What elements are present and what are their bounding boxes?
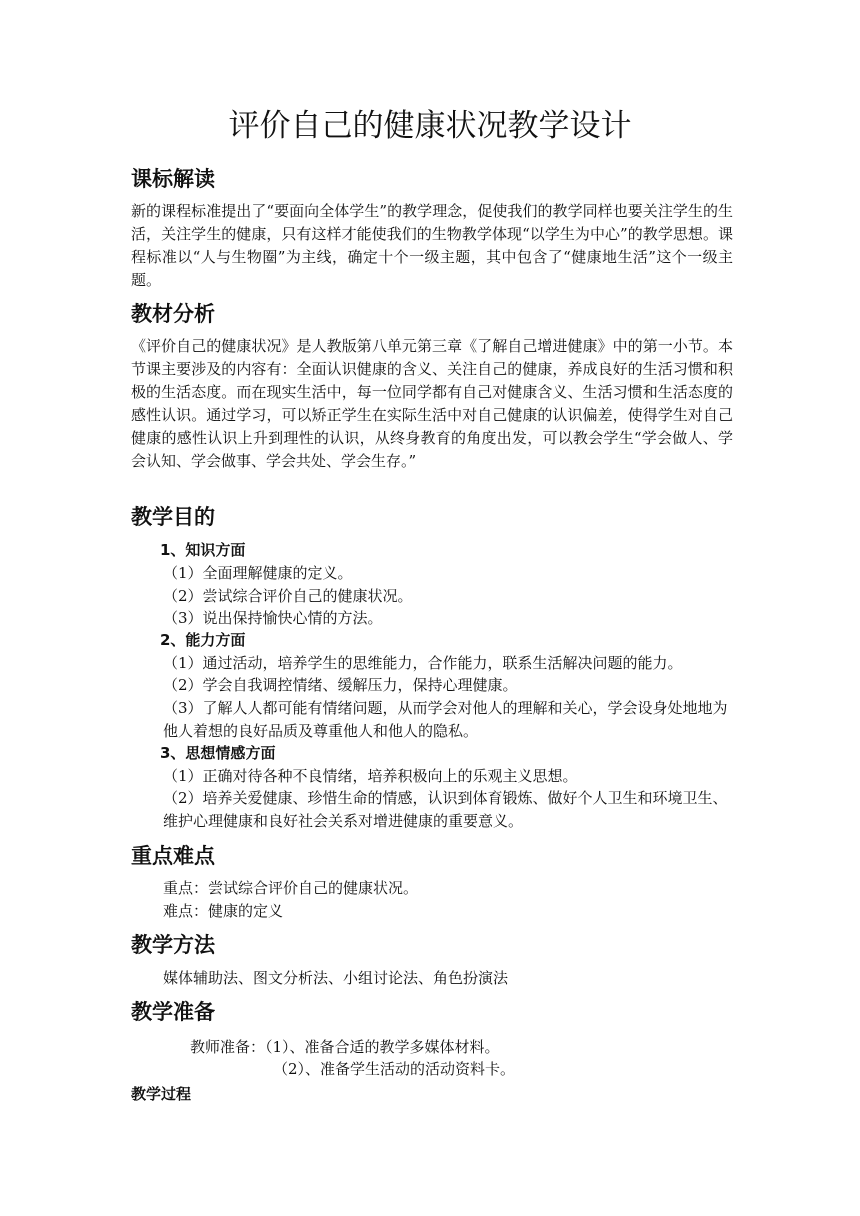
goal-knowledge-1: （1）全面理解健康的定义。	[163, 564, 353, 582]
goal-ability-3: （3）了解人人都可能有情绪问题，从而学会对他人的理解和关心，学会设身处地地为他人着想的良好品质及尊重他人和他人的隐私。	[163, 699, 728, 740]
paragraph-textbook: 《评价自己的健康状况》是人教版第八单元第三章《了解自己增进健康》中的第一小节。本节课主要涉及的内容有：全面认识健康的含义、关注自己的健康，养成良好的生活习惯和积极的生活态度。而在现实生活中，每一位同学都有自己对健康含义、生活习惯和生活态度的感性认识。通过学习，可以矫正学生在实际生活中对自己健康的认识偏差，使得学生对自己健康的感性认识上升到理性的认识，从终身教育的角度出发，可以教会学生“学会做人、学会认知、学会做事、学会共处、学会生存。”	[131, 337, 733, 470]
difficult-point: 难点：健康的定义	[163, 902, 284, 920]
preparation-line-2: （2）、准备学生活动的活动资料卡。	[273, 1060, 516, 1078]
methods-text: 媒体辅助法、图文分析法、小组讨论法、角色扮演法	[163, 969, 509, 987]
goal-emotion-1: （1）正确对待各种不良情绪，培养积极向上的乐观主义思想。	[163, 767, 578, 785]
goal-ability-2: （2）学会自我调控情绪、缓解压力，保持心理健康。	[163, 676, 518, 694]
heading-preparation: 教学准备	[131, 1000, 215, 1024]
heading-goals: 教学目的	[131, 505, 215, 529]
subheading-ability: 2、能力方面	[160, 631, 246, 649]
key-point: 重点：尝试综合评价自己的健康状况。	[163, 879, 419, 897]
goal-emotion-2: （2）培养关爱健康、珍惜生命的情感，认识到体育锻炼、做好个人卫生和环境卫生、维护心理健康和良好社会关系对增进健康的重要意义。	[163, 789, 728, 830]
paragraph-curriculum: 新的课程标准提出了“要面向全体学生”的教学理念，促使我们的教学同样也要关注学生的生活，关注学生的健康，只有这样才能使我们的生物教学体现“以学生为中心”的教学思想。课程标准以“人与生物圈”为主线，确定十个一级主题，其中包含了“健康地生活”这个一级主题。	[131, 202, 733, 289]
heading-textbook: 教材分析	[131, 302, 215, 326]
subheading-knowledge: 1、知识方面	[160, 541, 246, 559]
subheading-emotion: 3、思想情感方面	[160, 744, 276, 762]
document-title: 评价自己的健康状况教学设计	[228, 108, 632, 144]
heading-methods: 教学方法	[131, 933, 215, 957]
heading-key-points: 重点难点	[131, 844, 215, 868]
heading-curriculum: 课标解读	[131, 167, 215, 191]
goal-ability-1: （1）通过活动，培养学生的思维能力，合作能力，联系生活解决问题的能力。	[163, 654, 683, 672]
goal-knowledge-2: （2）尝试综合评价自己的健康状况。	[163, 587, 413, 605]
goal-knowledge-3: （3）说出保持愉快心情的方法。	[163, 609, 383, 627]
preparation-line-1: 教师准备：（1）、准备合适的教学多媒体材料。	[190, 1038, 500, 1056]
heading-process: 教学过程	[131, 1085, 192, 1103]
